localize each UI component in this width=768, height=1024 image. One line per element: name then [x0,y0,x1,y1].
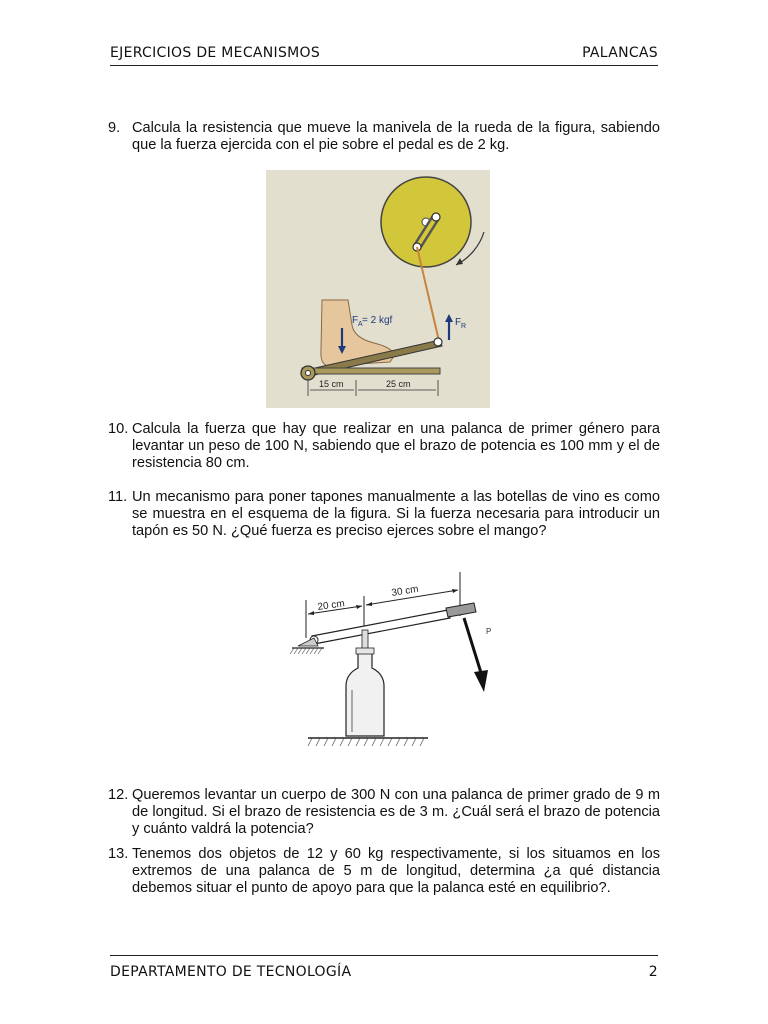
dimension-20cm: 20 cm [316,598,346,613]
exercise-text: Calcula la fuerza que hay que realizar en una palanca de primer género para levantar un peso de 100 N, sabiendo que el brazo de potencia es 100 mm y el de resistencia 80 cm. [132,421,660,472]
exercise-text: Un mecanismo para poner tapones manualmente a las botellas de vino es como se muestra en el esquema de la figura. Si la fuerza necesaria para introducir un tapón es 50 N. ¿Qué fuerza es preciso ejerces sobre el mango? [132,489,660,540]
lever [312,610,450,644]
exercise-10 [108,421,660,473]
footer-department: DEPARTAMENTO DE TECNOLOGÍA [110,964,352,980]
exercise-text: Calcula la resistencia que mueve la manivela de la rueda de la figura, sabiendo que la fuerza ejercida con el pie sobre el pedal es de 2 kg. [132,120,660,154]
fa-label: F [352,315,359,326]
exercise-number: 10. [108,421,129,437]
fr-subscript: R [461,323,467,330]
header-section: PALANCAS [582,45,658,61]
exercise-13 [108,846,660,898]
dimension-30cm: 30 cm [390,583,420,599]
exercise-number: 9. [108,120,121,136]
dimension-15cm: 15 cm [319,379,344,389]
page-header [110,45,658,66]
exercise-number: 13. [108,846,129,862]
plunger [362,630,368,650]
fr-label: F [455,317,462,328]
pedal-wheel-figure [266,170,490,408]
handle [446,603,476,617]
fa-subscript: A [358,321,363,328]
force-label: P [486,627,492,636]
base [302,368,440,374]
exercise-12 [108,787,660,839]
exercise-9 [108,120,660,154]
header-title: EJERCICIOS DE MECANISMOS [110,45,321,61]
corker-figure [288,568,500,758]
exercise-text: Queremos levantar un cuerpo de 300 N con una palanca de primer grado de 9 m de longitud. Si el brazo de resistencia es de 3 m. ¿Cuál será el brazo de potencia y cuánto valdrá la potencia? [132,787,660,838]
exercise-number: 12. [108,787,129,803]
force-arrow [474,670,488,692]
page-number: 2 [648,964,658,980]
dimension-25cm: 25 cm [386,379,411,389]
fa-value: = 2 kgf [362,315,393,326]
exercise-text: Tenemos dos objetos de 12 y 60 kg respectivamente, si los situamos en los extremos de una palanca de 5 m de longitud, determina ¿a qué distancia debemos situar el punto de apoyo para que la palanca esté en equilibrio?. [132,846,660,897]
exercise-number: 11. [108,489,128,505]
page-footer [110,955,658,984]
exercise-11 [108,489,660,541]
